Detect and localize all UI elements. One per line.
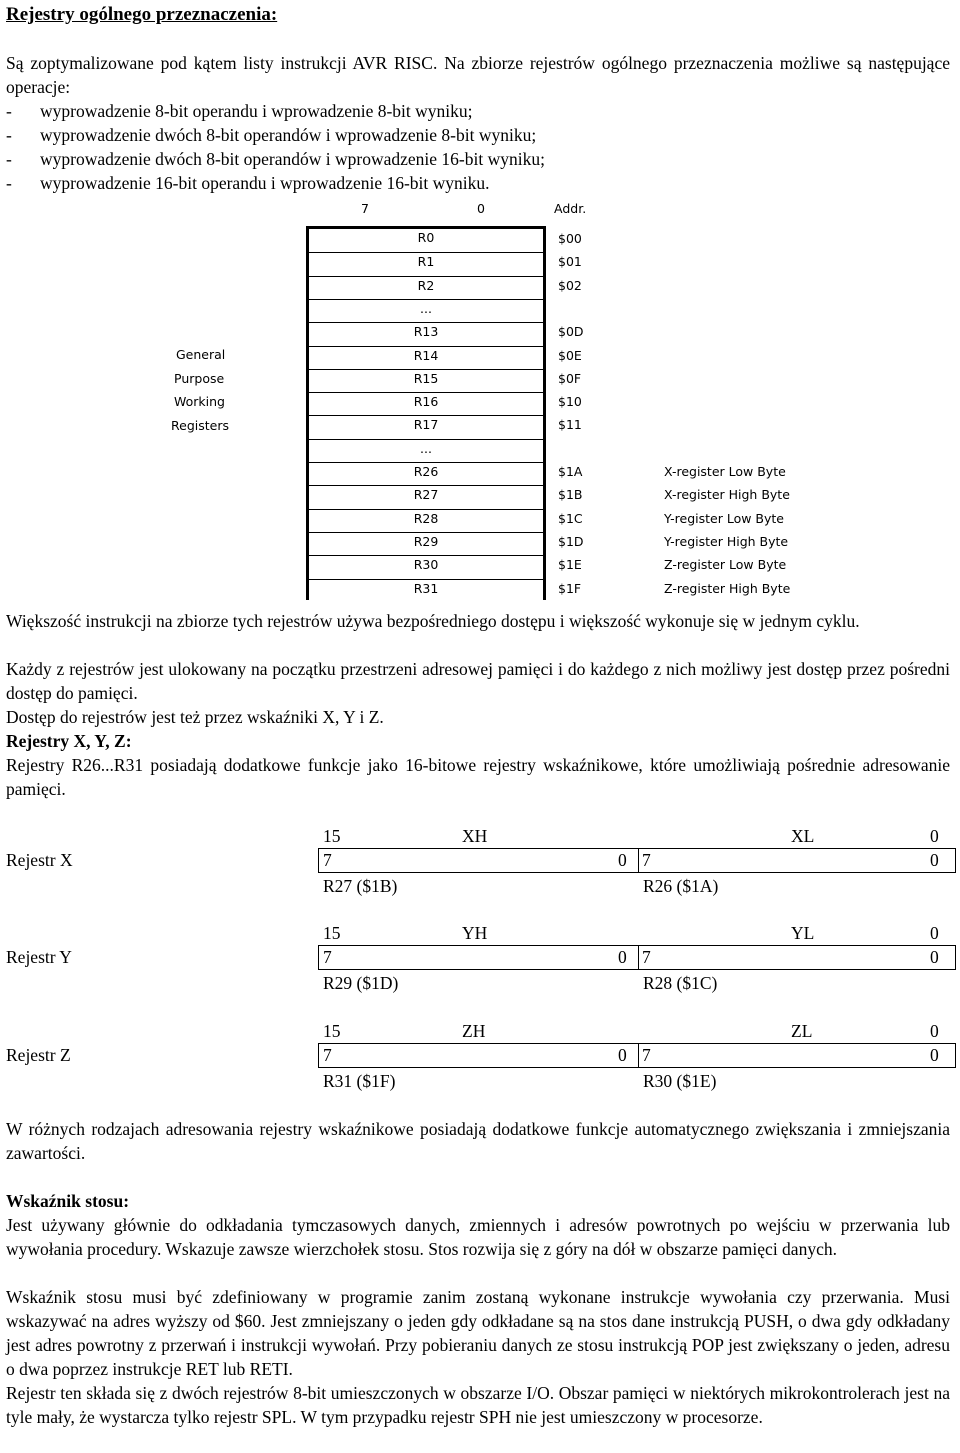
register-description: Z-register Low Byte	[664, 557, 787, 573]
low-byte-bit7: 7	[642, 1045, 651, 1065]
register-address: $1D	[558, 533, 584, 549]
register-address: $1C	[558, 510, 583, 526]
list-item	[6, 123, 536, 147]
high-byte-bit7: 7	[323, 1045, 332, 1065]
bit15-label: 15	[323, 826, 341, 846]
pointer-register-box	[318, 945, 956, 970]
register-row: R27	[308, 485, 544, 505]
list-item	[6, 147, 545, 171]
list-dash: -	[6, 101, 12, 121]
register-row: R16	[308, 392, 544, 412]
high-byte-bit7: 7	[323, 947, 332, 967]
list-dash: -	[6, 149, 12, 169]
register-description: X-register Low Byte	[664, 464, 786, 479]
high-byte-bit7: 7	[323, 850, 332, 870]
byte-divider	[638, 1044, 639, 1067]
register-description: Y-register Low Byte	[664, 510, 784, 526]
register-row: R30	[308, 555, 544, 575]
list-item-text: wyprowadzenie dwóch 8-bit operandów i wprowadzenie 16-bit wyniku;	[40, 149, 545, 169]
intro-paragraph: Są zoptymalizowane pod kątem listy instrukcji AVR RISC. Na zbiorze rejestrów ogólnego przeznaczenia możliwe są następujące operacje:	[6, 53, 950, 97]
register-row: R17	[308, 415, 544, 435]
pointer-register-name: Rejestr Y	[6, 947, 72, 967]
paragraph-direct-access: Większość instrukcji na zbiorze tych rejestrów używa bezpośredniego dostępu i większość wykonuje się w jednym cyklu.	[6, 611, 860, 631]
paragraph-stack-registers: Rejestr ten składa się z dwóch rejestrów 8-bit umieszczonych w obszarze I/O. Obszar pamięci w niektórych mikrokontrolerach jest na tyle mały, że wystarcza tylko rejestr SPL. W tym przypadku rejestr SPH nie jest umieszczony w procesorze.	[6, 1383, 950, 1427]
low-byte-name: XL	[791, 826, 815, 846]
bit15-label: 15	[323, 923, 341, 943]
high-byte-register: R27 ($1B)	[323, 876, 398, 896]
side-label-registers: Registers	[171, 418, 229, 433]
register-row: ...	[308, 439, 544, 459]
register-row: ...	[308, 299, 544, 319]
section-heading-stack: Wskaźnik stosu:	[6, 1191, 130, 1211]
pointer-register-box	[318, 848, 956, 873]
paragraph-stack-usage: Jest używany głównie do odkładania tymczasowych danych, zmiennych i adresów powrotnych po wejściu w przerwania lub wywołania procedury. Wskazuje zawsze wierzchołek stosu. Stos rozwija się z góry na dół w obszarze pamięci danych.	[6, 1215, 950, 1259]
pointer-register-name: Rejestr Z	[6, 1045, 71, 1065]
register-description: X-register High Byte	[664, 487, 790, 503]
register-row: R28	[308, 509, 544, 529]
register-row: R13	[308, 322, 544, 342]
low-byte-name: ZL	[791, 1021, 813, 1041]
side-label-working: Working	[174, 394, 225, 409]
section-heading-xyz: Rejestry X, Y, Z:	[6, 731, 132, 751]
list-item-text: wyprowadzenie 8-bit operandu i wprowadzenie 8-bit wyniku;	[40, 101, 473, 121]
list-dash: -	[6, 125, 12, 145]
page-title: Rejestry ogólnego przeznaczenia:	[6, 4, 278, 25]
register-description: Z-register High Byte	[664, 580, 791, 596]
register-address: $1A	[558, 464, 583, 479]
register-row: R0	[417, 230, 435, 245]
paragraph-pointers: Dostęp do rejestrów jest też przez wskaźniki X, Y i Z.	[6, 707, 384, 727]
high-byte-bit0: 0	[618, 947, 627, 967]
list-item	[6, 99, 473, 123]
high-byte-bit0: 0	[618, 850, 627, 870]
high-byte-name: XH	[462, 826, 488, 846]
bit0-label: 0	[930, 826, 939, 846]
bit0-label: 0	[930, 923, 939, 943]
low-byte-name: YL	[791, 923, 815, 943]
register-address: $01	[558, 254, 582, 270]
low-byte-bit0: 0	[930, 850, 939, 870]
low-byte-bit0: 0	[930, 1045, 939, 1065]
high-byte-register: R31 ($1F)	[323, 1071, 396, 1091]
low-byte-bit0: 0	[930, 947, 939, 967]
low-byte-register: R26 ($1A)	[643, 876, 719, 896]
register-address: $0F	[558, 370, 582, 386]
pointer-register-name: Rejestr X	[6, 850, 73, 870]
register-row: R14	[308, 346, 544, 366]
paragraph-auto-increment: W różnych rodzajach adresowania rejestry wskaźnikowe posiadają dodatkowe funkcje automatycznego zwiększania i zmniejszania zawartości.	[6, 1119, 950, 1163]
register-row: R2	[308, 276, 544, 296]
register-row: R15	[308, 369, 544, 389]
register-address: $1E	[558, 557, 582, 573]
register-address: $10	[558, 394, 582, 410]
byte-divider	[638, 849, 639, 872]
list-item	[6, 171, 490, 195]
low-byte-bit7: 7	[642, 947, 651, 967]
figure-bit0-label: 0	[477, 201, 485, 216]
byte-divider	[638, 946, 639, 969]
register-row: R29	[308, 532, 544, 552]
list-item-text: wyprowadzenie 16-bit operandu i wprowadzenie 16-bit wyniku.	[40, 173, 490, 193]
side-label-general: General	[176, 347, 226, 362]
low-byte-register: R30 ($1E)	[643, 1071, 717, 1091]
register-row: R1	[308, 252, 544, 272]
high-byte-register: R29 ($1D)	[323, 973, 399, 993]
register-address: $00	[558, 231, 582, 246]
high-byte-name: ZH	[462, 1021, 486, 1041]
paragraph-address-space: Każdy z rejestrów jest ulokowany na początku przestrzeni adresowej pamięci i do każdego z nich możliwy jest dostęp przez pośredni dostęp do pamięci.	[6, 659, 950, 703]
register-address: $0E	[558, 347, 582, 363]
list-item-text: wyprowadzenie dwóch 8-bit operandów i wprowadzenie 8-bit wyniku;	[40, 125, 537, 145]
high-byte-bit0: 0	[618, 1045, 627, 1065]
side-label-purpose: Purpose	[174, 371, 225, 386]
high-byte-name: YH	[462, 923, 488, 943]
bit15-label: 15	[323, 1021, 341, 1041]
register-description: Y-register High Byte	[664, 533, 789, 549]
register-address: $1F	[558, 580, 582, 596]
bit0-label: 0	[930, 1021, 939, 1041]
figure-bit7-label: 7	[361, 201, 369, 216]
register-address: $02	[558, 277, 582, 293]
figure-addr-label: Addr.	[554, 201, 587, 216]
low-byte-register: R28 ($1C)	[643, 973, 718, 993]
register-address: $0D	[558, 324, 584, 340]
register-address: $1B	[558, 487, 583, 503]
register-row: R26	[308, 462, 544, 482]
paragraph-pointer-registers: Rejestry R26...R31 posiadają dodatkowe funkcje jako 16-bitowe rejestry wskaźnikowe, które umożliwiają pośrednie adresowanie pamięci.	[6, 755, 950, 799]
register-row: R31	[308, 579, 544, 599]
list-dash: -	[6, 173, 12, 193]
register-address: $11	[558, 417, 582, 433]
pointer-register-box	[318, 1043, 956, 1068]
low-byte-bit7: 7	[642, 850, 651, 870]
paragraph-stack-definition: Wskaźnik stosu musi być zdefiniowany w programie zanim zostaną wykonane instrukcje wywołania czy przerwania. Musi wskazywać na adres wyższy od $60. Jest zmniejszany o jeden gdy odkładane są na stos dane instrukcją PUSH, o dwa gdy odkładany jest adres powrotny z przerwań i instrukcji wywołań. Przy pobieraniu danych ze stosu instrukcją POP jest zwiększany o jeden, adresu o dwa poprzez instrukcje RET lub RETI.	[6, 1287, 950, 1379]
